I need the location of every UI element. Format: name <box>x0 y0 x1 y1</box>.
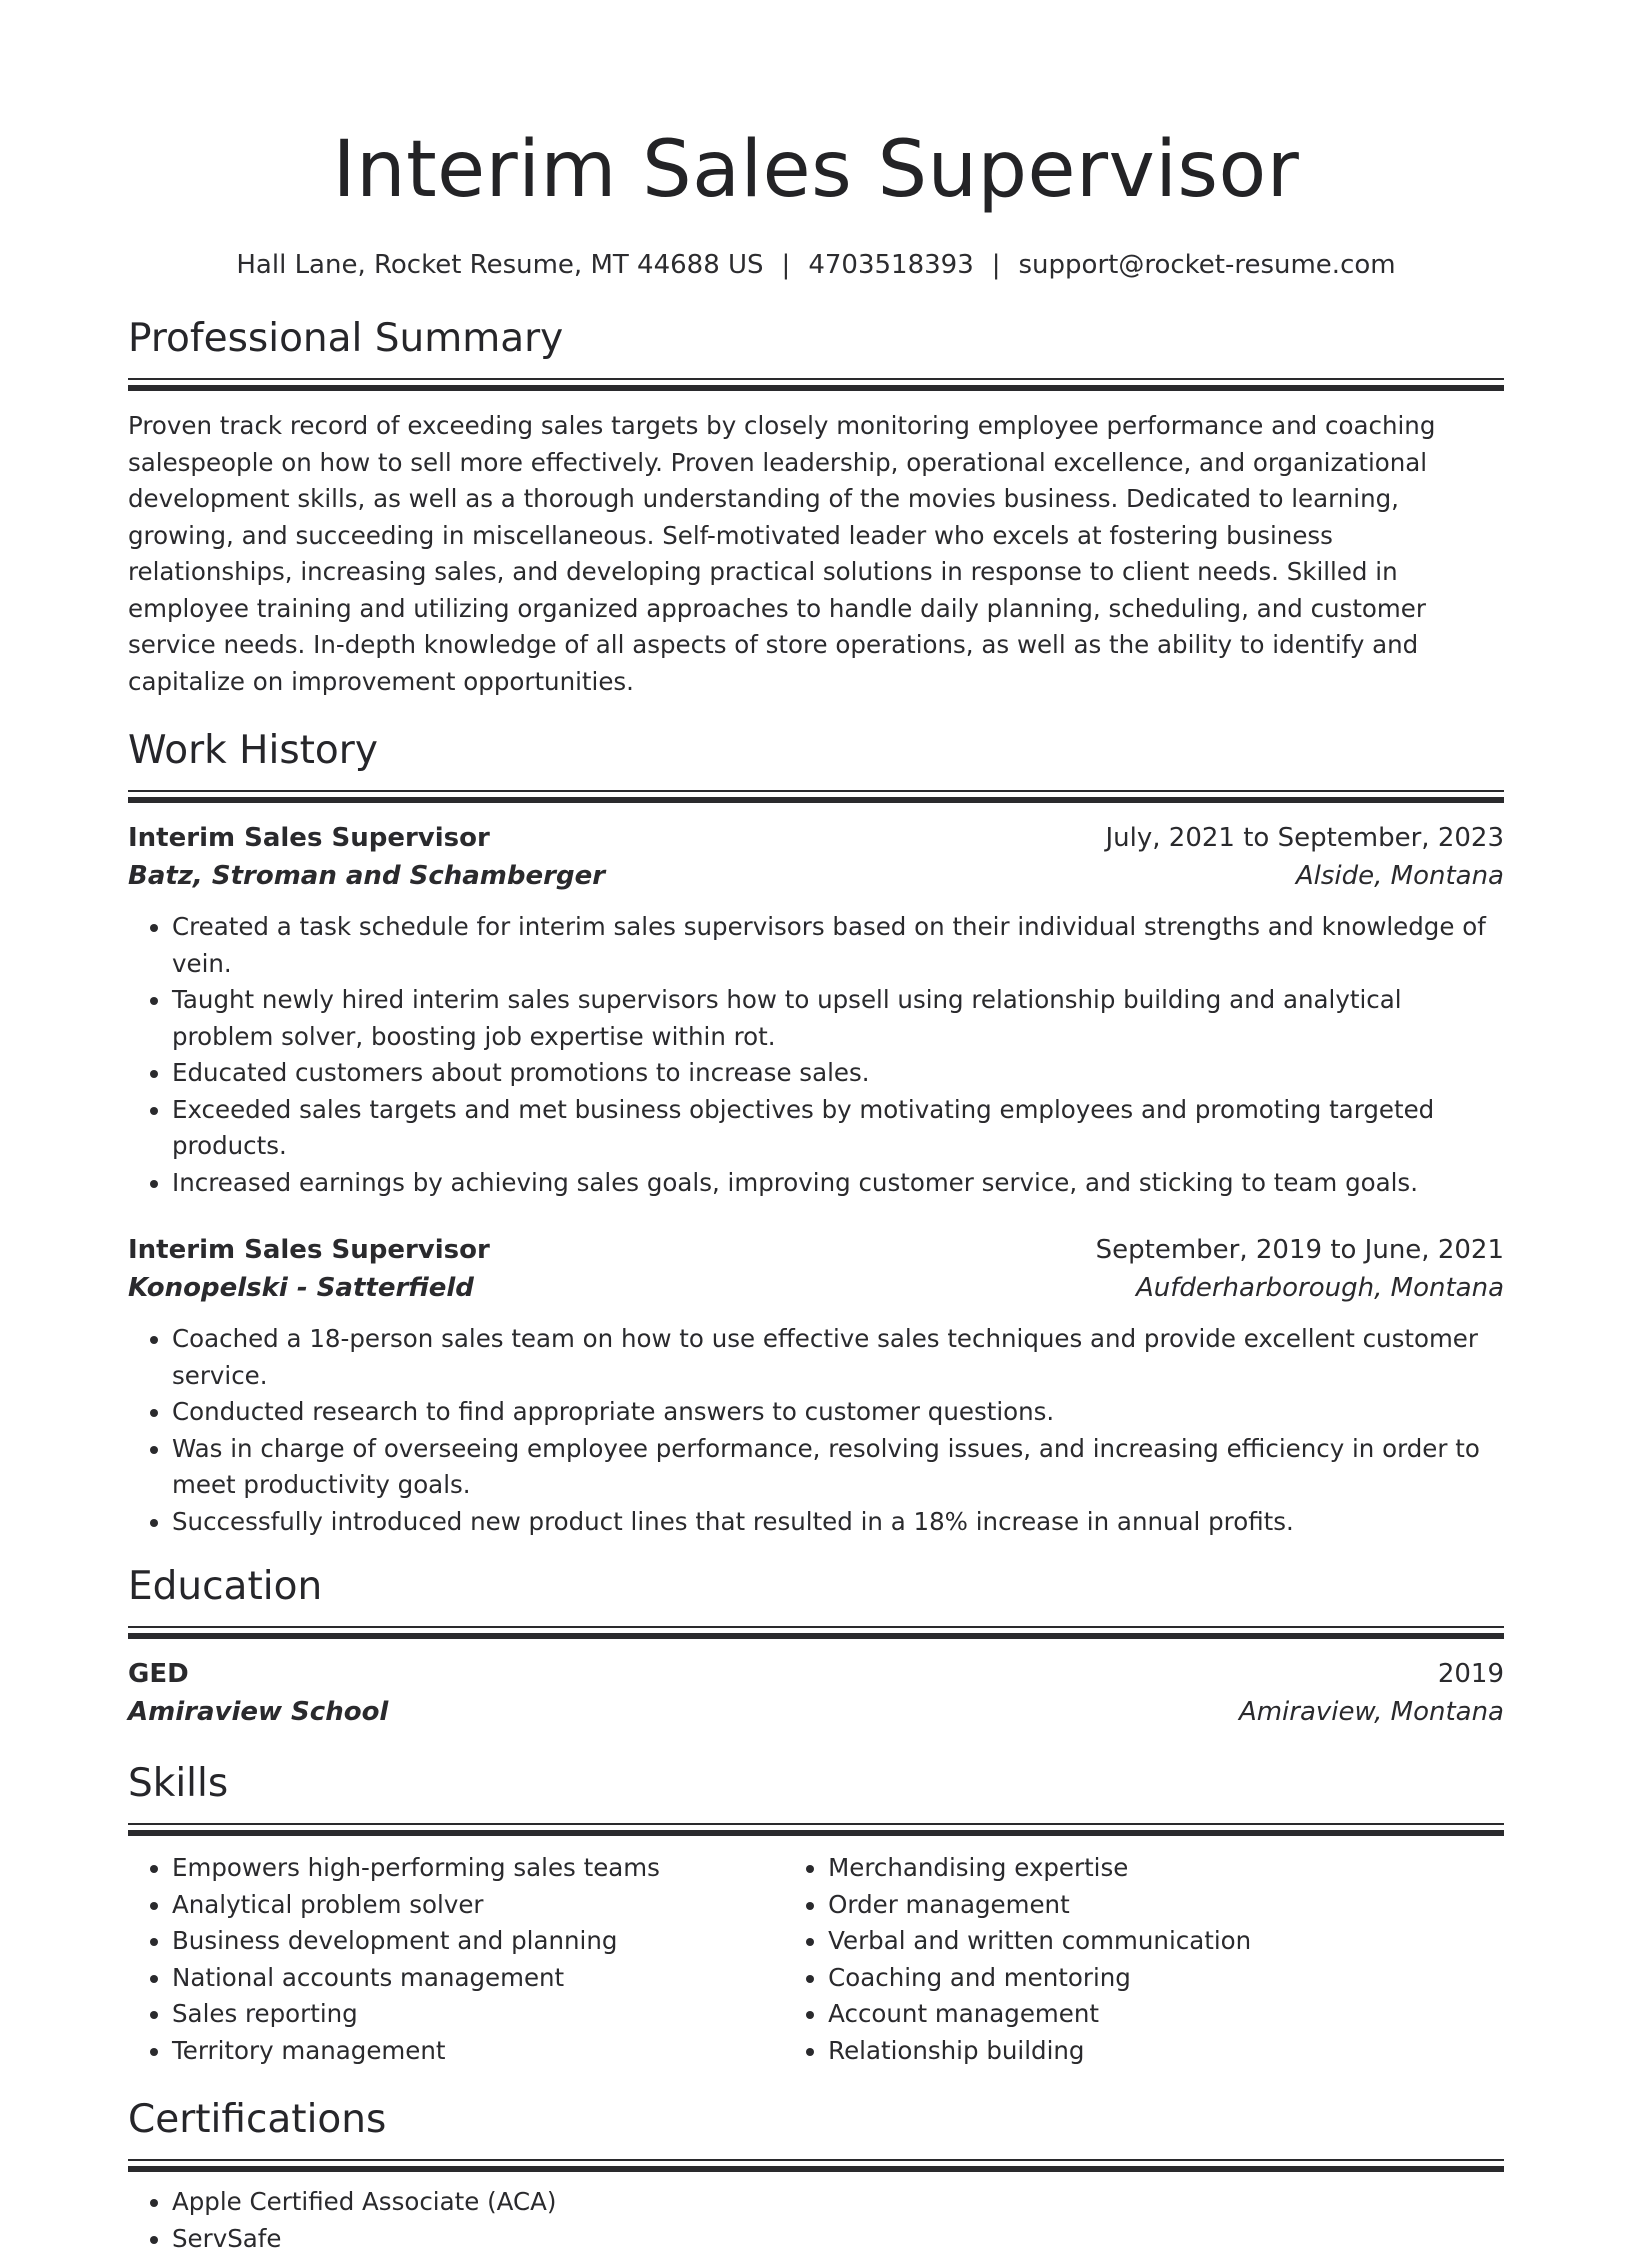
skill-item: • Territory management <box>172 2033 784 2070</box>
job-bullets <box>128 1321 1504 1540</box>
education-year: 2019 <box>1438 1655 1504 1693</box>
contact-separator: | <box>974 250 1019 280</box>
section-divider <box>128 790 1504 792</box>
education-section <box>128 1562 1504 1731</box>
section-divider <box>128 2159 1504 2161</box>
contact-email[interactable]: support@rocket-resume.com <box>1019 250 1396 280</box>
skill-item: • Business development and planning <box>172 1923 784 1960</box>
job-entry <box>128 819 1504 1201</box>
contact-separator: | <box>764 250 809 280</box>
section-title-education: Education <box>128 1562 1504 1612</box>
job-dates: September, 2019 to June, 2021 <box>1096 1231 1504 1269</box>
skill-item: • Relationship building <box>828 2033 1504 2070</box>
summary-section <box>128 314 1504 700</box>
section-title-summary: Professional Summary <box>128 314 1504 364</box>
section-title-certifications: Certifications <box>128 2095 1504 2145</box>
contact-line <box>128 248 1504 282</box>
summary-text: Proven track record of exceeding sales targets by closely monitoring employee performance and coaching salespeople on how to sell more effectively. Proven leadership, operational excellence, and organizational development skills, as well as a thorough understanding of the movies business. Dedicated to learning, growing, and succeeding in miscellaneous. Self-motivated leader who excels at fostering business relationships, increasing sales, and developing practical solutions in response to client needs. Skilled in employee training and utilizing organized approaches to handle daily planning, scheduling, and customer service needs. In-depth knowledge of all aspects of store operations, as well as the ability to identify and capitalize on improvement opportunities. <box>128 408 1504 700</box>
job-company: Konopelski - Satterfield <box>128 1269 474 1307</box>
job-bullet: • Created a task schedule for interim sales supervisors based on their individual strengths and knowledge of vein. <box>172 909 1504 982</box>
section-divider-thick <box>128 1830 1504 1836</box>
section-divider-thick <box>128 1633 1504 1639</box>
skills-list-right <box>784 1850 1504 2069</box>
skills-columns <box>128 1850 1504 2069</box>
skill-item: • National accounts management <box>172 1960 784 1997</box>
skill-item: • Coaching and mentoring <box>828 1960 1504 1997</box>
job-title: Interim Sales Supervisor <box>128 819 490 857</box>
skill-item: • Analytical problem solver <box>172 1887 784 1924</box>
job-bullet: • Successfully introduced new product lines that resulted in a 18% increase in annual profits. <box>172 1504 1504 1541</box>
section-divider <box>128 378 1504 380</box>
resume-page <box>128 0 1504 2257</box>
section-divider-thick <box>128 797 1504 803</box>
job-dates: July, 2021 to September, 2023 <box>1106 819 1505 857</box>
work-history-section <box>128 726 1504 1540</box>
job-bullet: • Taught newly hired interim sales supervisors how to upsell using relationship building and analytical problem solver, boosting job expertise within rot. <box>172 982 1504 1055</box>
certifications-section <box>128 2095 1504 2257</box>
skill-item: • Order management <box>828 1887 1504 1924</box>
job-bullet: • Educated customers about promotions to increase sales. <box>172 1055 1504 1092</box>
job-bullets <box>128 909 1504 1201</box>
job-bullet: • Conducted research to find appropriate answers to customer questions. <box>172 1394 1504 1431</box>
section-title-work: Work History <box>128 726 1504 776</box>
education-degree: GED <box>128 1655 189 1693</box>
job-bullet: • Exceeded sales targets and met business objectives by motivating employees and promoting targeted products. <box>172 1092 1504 1165</box>
job-location: Alside, Montana <box>1296 857 1504 895</box>
job-bullet: • Was in charge of overseeing employee performance, resolving issues, and increasing efficiency in order to meet productivity goals. <box>172 1431 1504 1504</box>
certification-item: • Apple Certified Associate (ACA) <box>172 2184 1504 2221</box>
job-company: Batz, Stroman and Schamberger <box>128 857 605 895</box>
job-bullet: • Increased earnings by achieving sales goals, improving customer service, and sticking to team goals. <box>172 1165 1504 1202</box>
skills-list-left <box>128 1850 784 2069</box>
section-divider <box>128 1823 1504 1825</box>
skill-item: • Sales reporting <box>172 1996 784 2033</box>
skill-item: • Merchandising expertise <box>828 1850 1504 1887</box>
contact-phone: 4703518393 <box>808 250 973 280</box>
skill-item: • Verbal and written communication <box>828 1923 1504 1960</box>
education-location: Amiraview, Montana <box>1239 1693 1504 1731</box>
job-location: Aufderharborough, Montana <box>1136 1269 1504 1307</box>
section-divider-thick <box>128 385 1504 391</box>
skill-item: • Account management <box>828 1996 1504 2033</box>
job-title: Interim Sales Supervisor <box>128 1231 490 1269</box>
candidate-name: Interim Sales Supervisor <box>128 0 1504 222</box>
certifications-list <box>128 2184 1504 2257</box>
skills-section <box>128 1759 1504 2069</box>
job-bullet: • Coached a 18-person sales team on how to use effective sales techniques and provide excellent customer service. <box>172 1321 1504 1394</box>
skill-item: • Empowers high-performing sales teams <box>172 1850 784 1887</box>
section-divider <box>128 1626 1504 1628</box>
certification-item: • ServSafe <box>172 2221 1504 2257</box>
section-divider-thick <box>128 2166 1504 2172</box>
job-entry <box>128 1231 1504 1540</box>
section-title-skills: Skills <box>128 1759 1504 1809</box>
contact-address: Hall Lane, Rocket Resume, MT 44688 US <box>236 250 763 280</box>
education-school: Amiraview School <box>128 1693 388 1731</box>
